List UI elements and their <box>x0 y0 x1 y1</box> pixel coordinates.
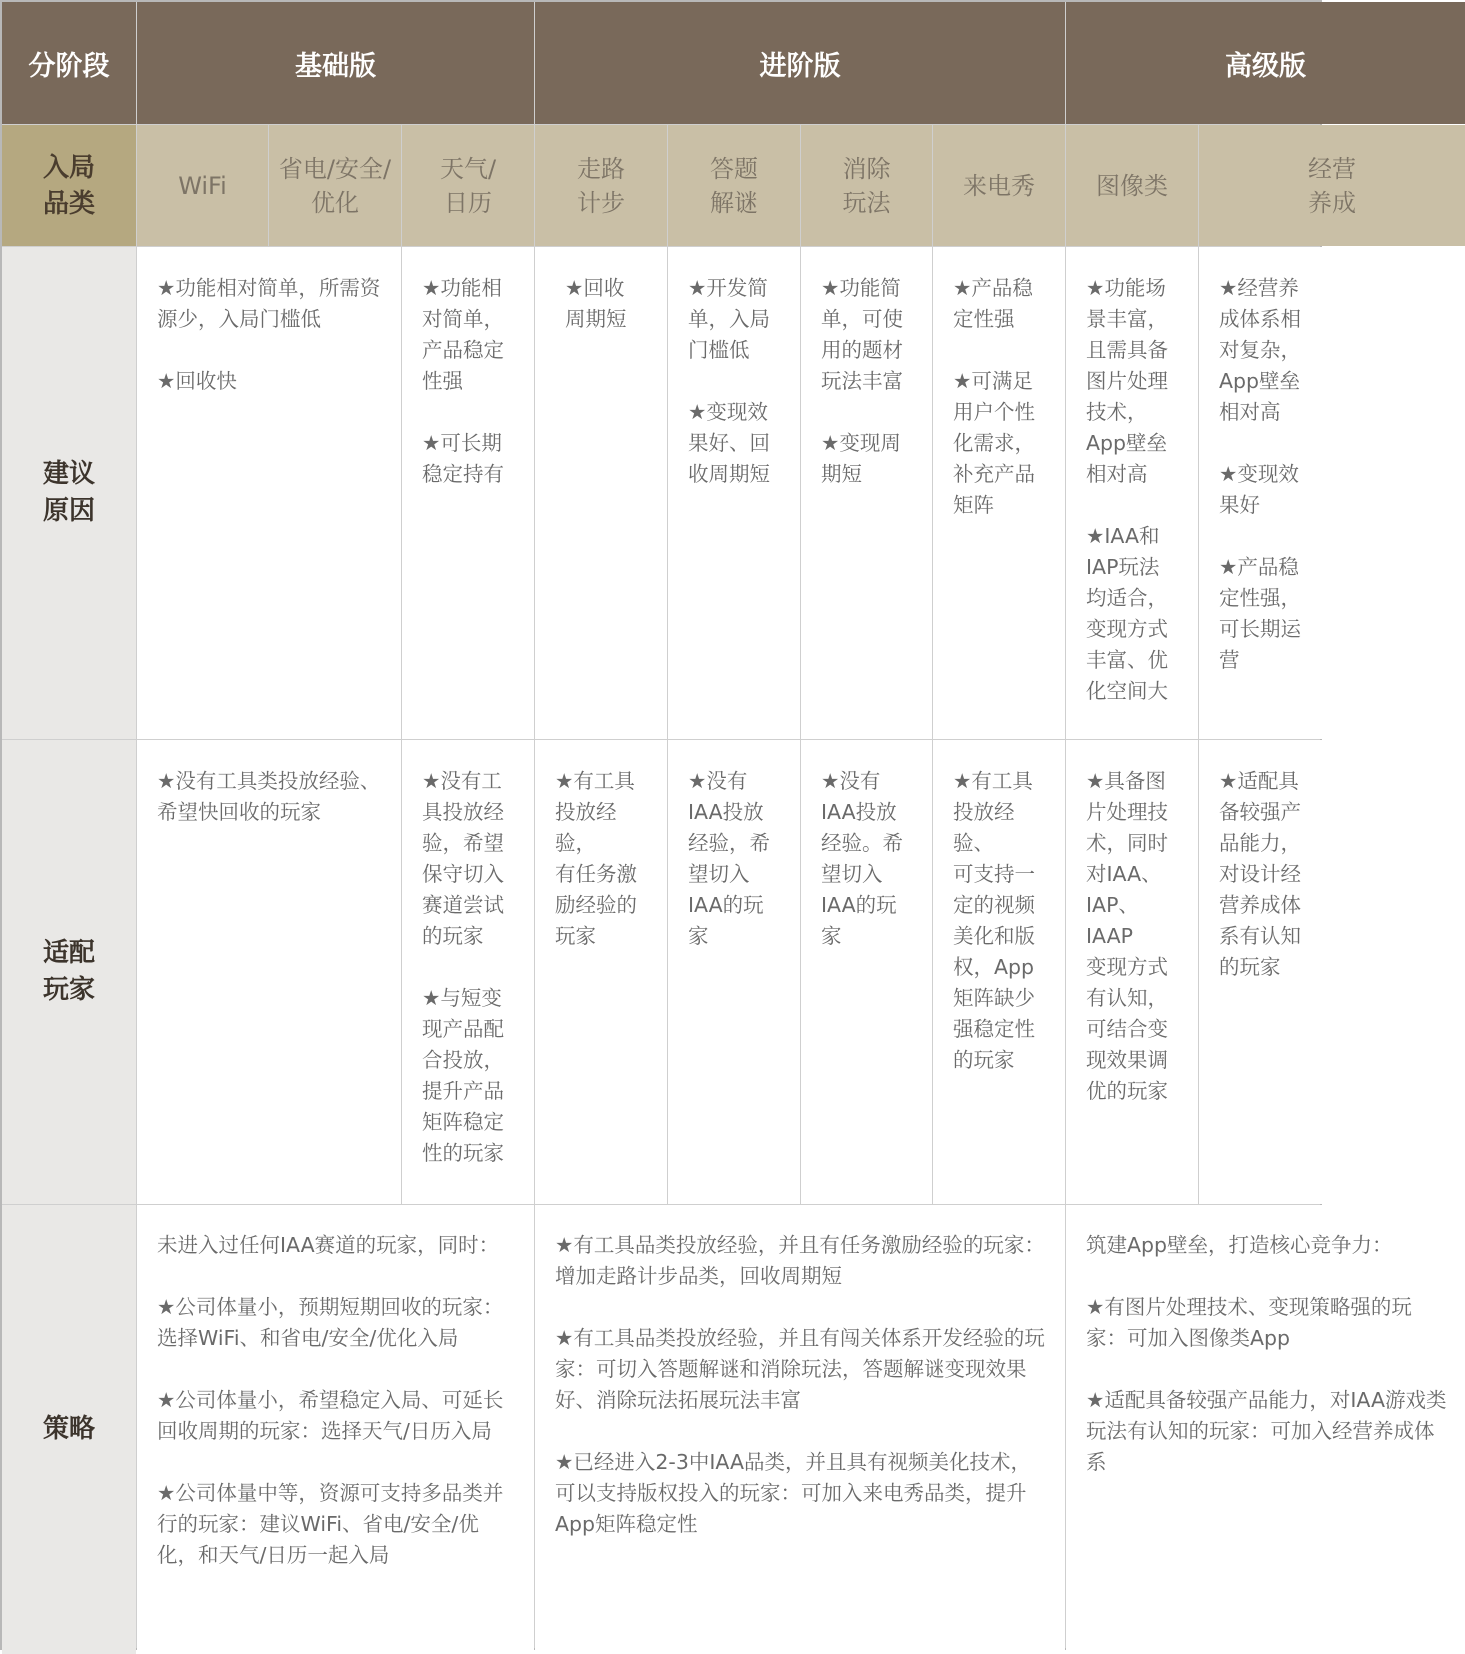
reasons-callshow: ★产品稳 定性强 ★可满足 用户个性 化需求， 补充产品 矩阵 <box>933 247 1065 739</box>
reasons-quiz: ★开发简 单，入局 门槛低 ★变现效 果好、回 收周期短 <box>668 247 800 739</box>
reasons-row-label: 建议 原因 <box>2 247 136 739</box>
reasons-simulation: ★经营养 成体系相 对复杂， App壁垒 相对高 ★变现效 果好 ★产品稳 定性强， 可长期运 营 <box>1199 247 1465 739</box>
reasons-image: ★功能场 景丰富， 且需具备 图片处理 技术， App壁垒 相对高 ★IAA和 IAP玩法 均适合， 变现方式 丰富、优 化空间大 <box>1066 247 1198 739</box>
category-wifi: WiFi <box>137 125 268 246</box>
players-wifi-power: ★没有工具类投放经验、 希望快回收的玩家 <box>137 740 401 1204</box>
reasons-walking: ★回收 周期短 <box>535 247 667 739</box>
strategy-premium: 筑建App壁垒，打造核心竞争力： ★有图片处理技术、变现策略强的玩家：可加入图像类App ★适配具备较强产品能力，对IAA游戏类玩法有认知的玩家：可加入经营养成体系 <box>1066 1205 1465 1654</box>
category-walking: 走路 计步 <box>535 125 667 246</box>
category-weather-calendar: 天气/ 日历 <box>402 125 534 246</box>
strategy-advanced: ★有工具品类投放经验，并且有任务激励经验的玩家：增加走路计步品类，回收周期短 ★有工具品类投放经验，并且有闯关体系开发经验的玩家：可切入答题解谜和消除玩法，答题解谜变现效果好、消除玩法拓展玩法丰富 ★已经进入2-3中IAA品类，并且具有视频美化技术，可以支持版权投入的玩家：可加入来电秀品类，提升App矩阵稳定性 <box>535 1205 1065 1654</box>
category-row-label: 入局 品类 <box>2 125 136 246</box>
strategy-basic: 未进入过任何IAA赛道的玩家，同时： ★公司体量小，预期短期回收的玩家：选择WiFi、和省电/安全/优化入局 ★公司体量小，希望稳定入局、可延长回收周期的玩家：选择天气/日历入局 ★公司体量中等，资源可支持多品类并行的玩家：建议WiFi、省电/安全/优化，和天气/日历一起入局 <box>137 1205 534 1654</box>
players-image: ★具备图 片处理技 术，同时 对IAA、 IAP、IAAP 变现方式 有认知， 可结合变 现效果调 优的玩家 <box>1066 740 1198 1204</box>
header-stage: 分阶段 <box>2 2 136 124</box>
players-simulation: ★适配具 备较强产 品能力， 对设计经 营养成体 系有认知 的玩家 <box>1199 740 1465 1204</box>
header-premium: 高级版 <box>1066 2 1465 124</box>
strategy-row-label: 策略 <box>2 1205 136 1654</box>
category-simulation: 经营 养成 <box>1199 125 1465 246</box>
players-walking: ★有工具 投放经验， 有任务激 励经验的 玩家 <box>535 740 667 1204</box>
category-callshow: 来电秀 <box>933 125 1065 246</box>
players-match: ★没有 IAA投放 经验。希 望切入 IAA的玩 家 <box>801 740 932 1204</box>
reasons-match: ★功能简 单，可使 用的题材 玩法丰富 ★变现周 期短 <box>801 247 932 739</box>
players-weather: ★没有工 具投放经 验，希望 保守切入 赛道尝试 的玩家 ★与短变 现产品配 合投放， 提升产品 矩阵稳定 性的玩家 <box>402 740 534 1204</box>
category-image: 图像类 <box>1066 125 1198 246</box>
category-power-security: 省电/安全/ 优化 <box>269 125 401 246</box>
players-quiz: ★没有 IAA投放 经验，希 望切入 IAA的玩 家 <box>668 740 800 1204</box>
reasons-weather: ★功能相 对简单， 产品稳定 性强 ★可长期 稳定持有 <box>402 247 534 739</box>
reasons-wifi-power: ★功能相对简单，所需资源少，入局门槛低 ★回收快 <box>137 247 401 739</box>
category-match: 消除 玩法 <box>801 125 932 246</box>
players-row-label: 适配 玩家 <box>2 740 136 1204</box>
header-basic: 基础版 <box>137 2 534 124</box>
header-advanced: 进阶版 <box>535 2 1065 124</box>
category-quiz: 答题 解谜 <box>668 125 800 246</box>
players-callshow: ★有工具 投放经验、 可支持一 定的视频 美化和版 权，App 矩阵缺少 强稳定性 的玩家 <box>933 740 1065 1204</box>
